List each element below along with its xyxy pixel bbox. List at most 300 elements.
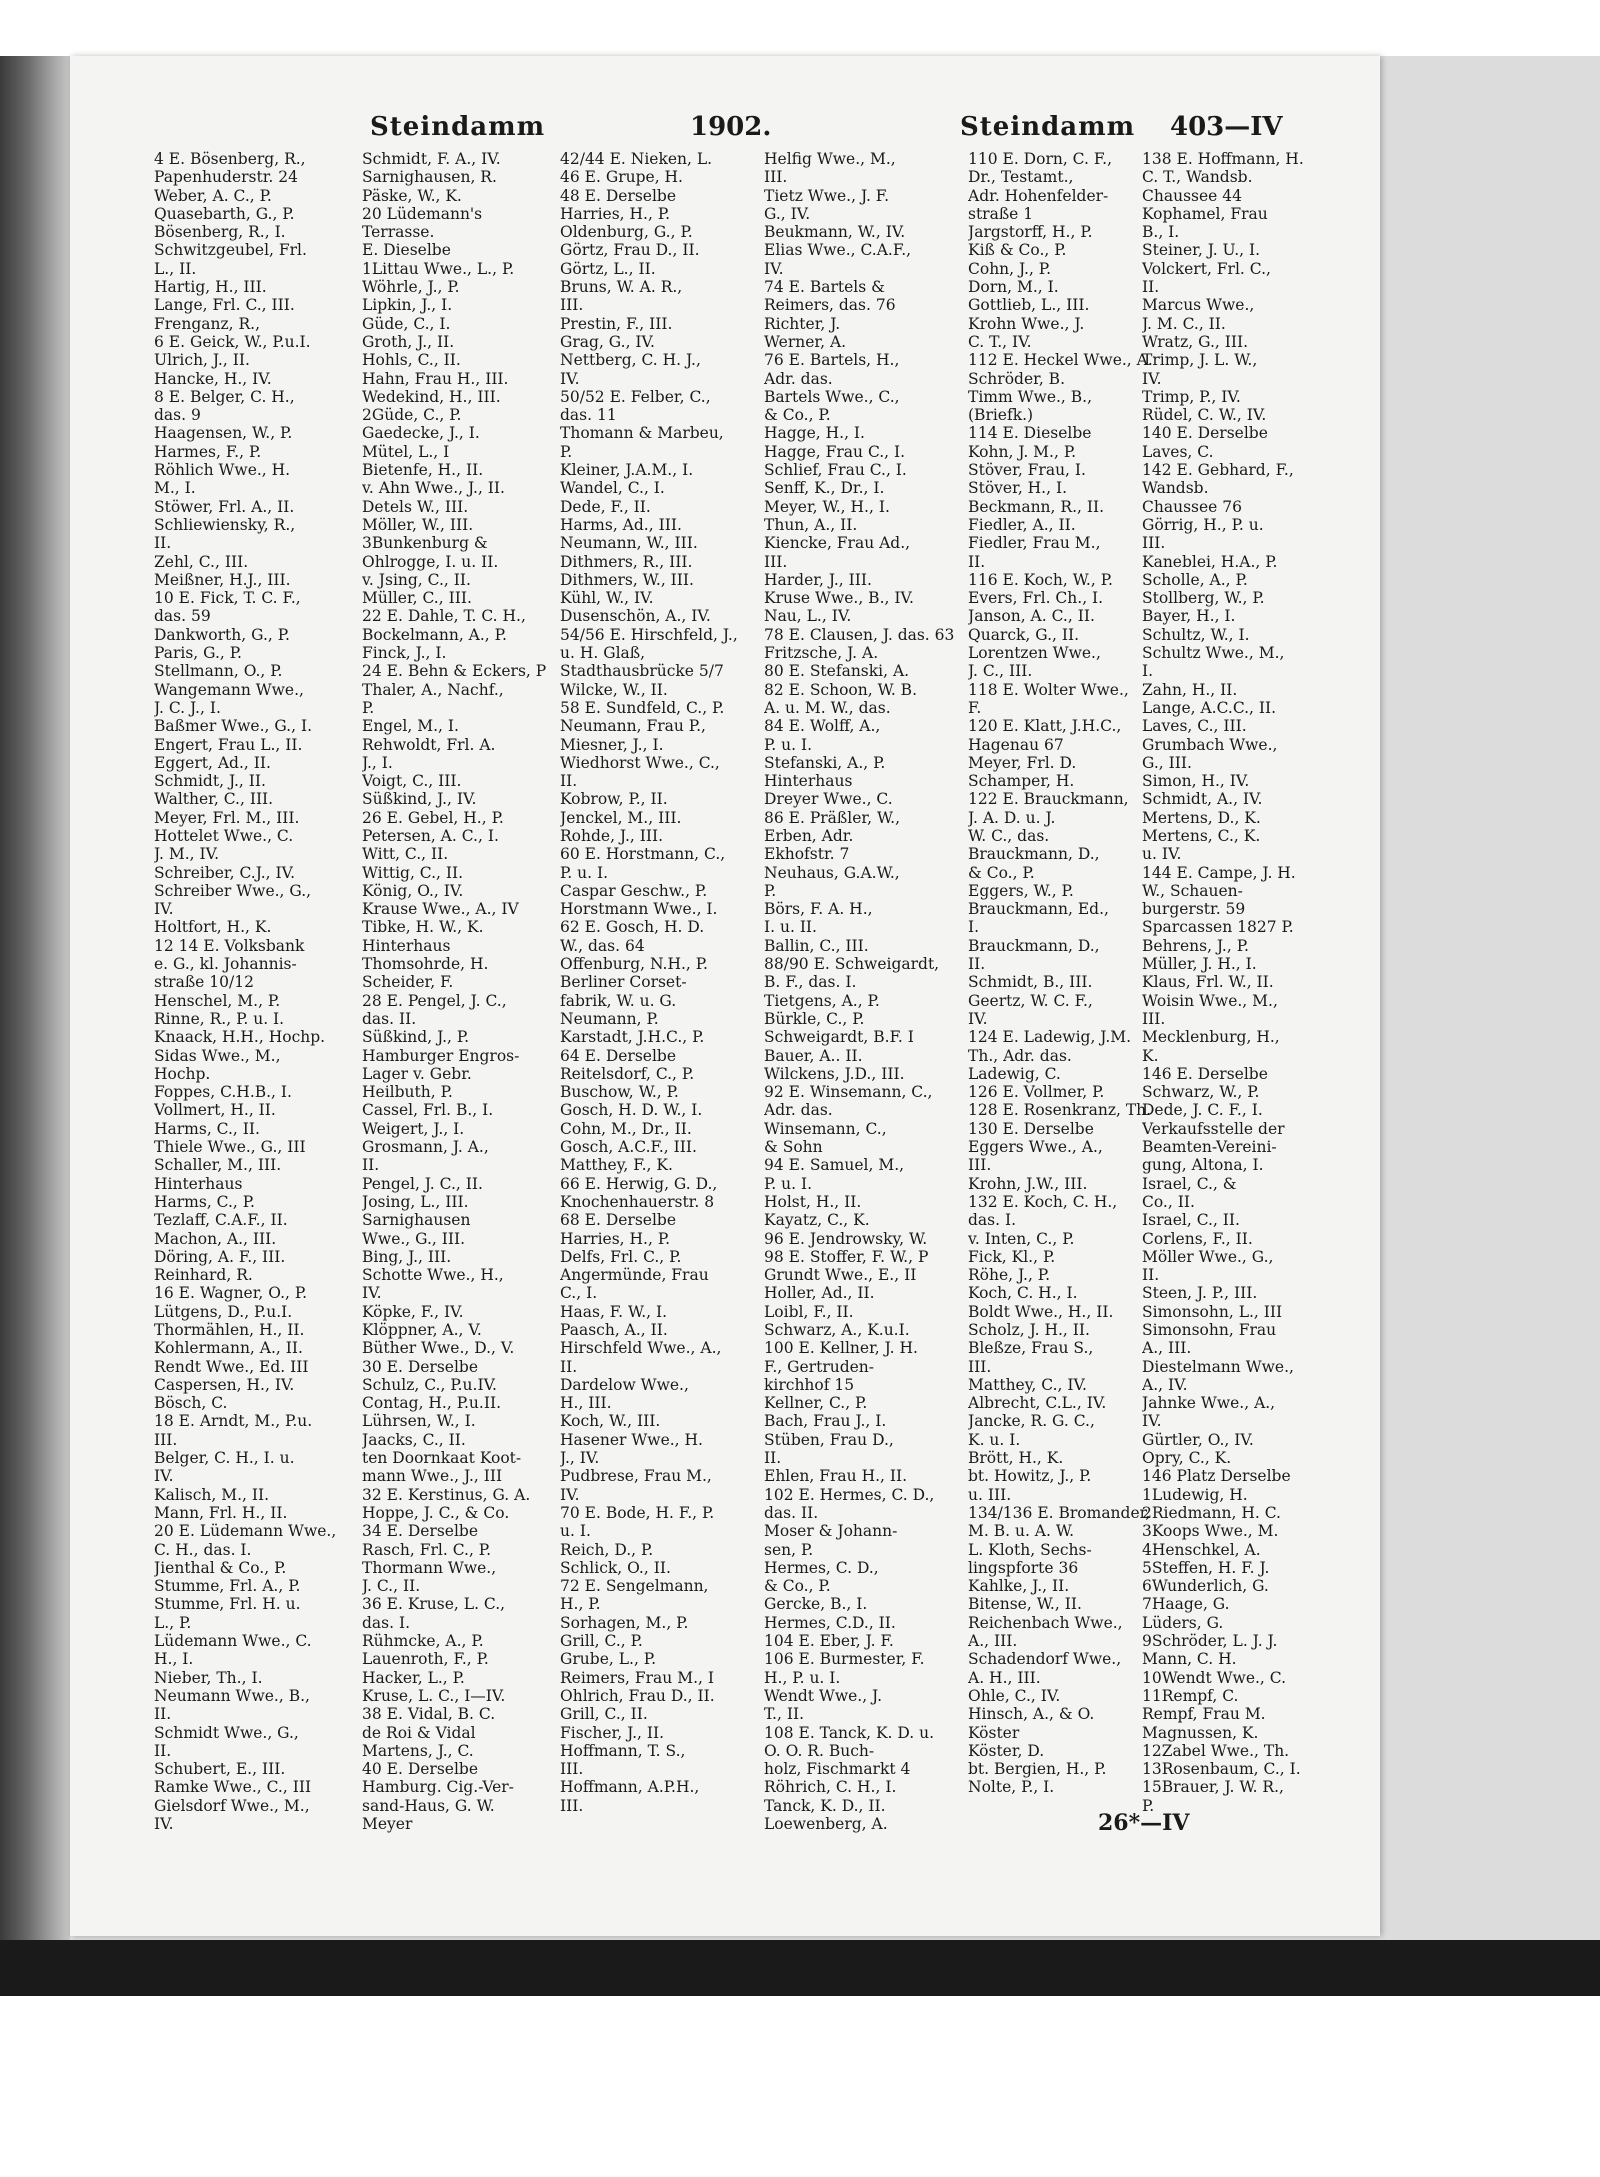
directory-entry-line: 34 E. Derselbe: [362, 1522, 479, 1541]
directory-entry-line: W., das. 64: [560, 936, 645, 955]
directory-entry-line: III.: [560, 296, 584, 315]
directory-entry-line: Stefanski, A., P.: [764, 753, 886, 772]
directory-entry-line: II.: [362, 1156, 380, 1175]
directory-entry-line: Miesner, J., I.: [560, 735, 664, 754]
directory-entry-line: H., P.: [560, 1595, 601, 1614]
directory-entry-line: 120 E. Klatt, J.H.C.,: [968, 717, 1122, 736]
directory-entry-line: 68 E. Derselbe: [560, 1211, 677, 1230]
header-year: 1902.: [690, 112, 772, 142]
directory-entry-line: Brött, H., K.: [968, 1449, 1064, 1468]
directory-entry-line: Martens, J., C.: [362, 1741, 474, 1760]
directory-entry-line: Hartig, H., III.: [154, 278, 267, 297]
directory-entry-line: Lorentzen Wwe.,: [968, 644, 1101, 663]
directory-entry-line: 20 Lüdemann's: [362, 204, 483, 223]
directory-entry-line: Trimp, P., IV.: [1142, 387, 1241, 406]
directory-entry-line: Dusenschön, A., IV.: [560, 607, 711, 626]
directory-entry-line: 10Wendt Wwe., C.: [1142, 1668, 1287, 1687]
directory-entry-line: Wangemann Wwe.,: [154, 680, 304, 699]
directory-entry-line: 48 E. Derselbe: [560, 186, 677, 205]
directory-entry-line: Eggers, W., P.: [968, 881, 1074, 900]
directory-entry-line: Börs, F. A. H.,: [764, 900, 873, 919]
directory-entry-line: Bruns, W. A. R.,: [560, 278, 683, 297]
directory-entry-line: II.: [1142, 1266, 1160, 1285]
directory-entry-line: Mann, Frl. H., II.: [154, 1503, 288, 1522]
directory-entry-line: Janson, A. C., II.: [968, 607, 1095, 626]
directory-entry-line: Berliner Corset-: [560, 973, 687, 992]
directory-entry-line: Fiedler, Frau M.,: [968, 534, 1101, 553]
directory-entry-line: 146 E. Derselbe: [1142, 1064, 1268, 1083]
directory-entry-line: 13Rosenbaum, C., I.: [1142, 1760, 1301, 1779]
directory-entry-line: Scheider, F.: [362, 973, 454, 992]
directory-entry-line: J., IV.: [560, 1449, 600, 1468]
directory-entry-line: Paasch, A., II.: [560, 1321, 668, 1339]
directory-entry-line: Bleßze, Frau S.,: [968, 1339, 1094, 1358]
directory-entry-line: (Briefk.): [968, 406, 1034, 425]
directory-entry-line: Schmidt, J., II.: [154, 772, 266, 791]
directory-entry-line: J. M. C., II.: [1142, 314, 1226, 333]
directory-entry-line: Wendt Wwe., J.: [764, 1686, 882, 1705]
page-header: [70, 112, 1310, 152]
directory-entry-line: Matthey, C., IV.: [968, 1375, 1087, 1394]
directory-entry-line: A. u. M. W., das.: [764, 698, 891, 717]
header-street-left: Steindamm: [370, 112, 546, 142]
directory-entry-line: M., I.: [154, 479, 196, 498]
directory-entry-line: Caspersen, H., IV.: [154, 1375, 295, 1394]
directory-entry-line: Meyer, Frl. D.: [968, 753, 1077, 772]
directory-entry-line: das. I.: [362, 1613, 411, 1632]
directory-entry-line: 108 E. Tanck, K. D. u.: [764, 1723, 935, 1742]
directory-entry-line: Klaus, Frl. W., II.: [1142, 973, 1274, 992]
directory-entry-line: Kohn, J. M., P.: [968, 442, 1077, 461]
directory-entry-line: 64 E. Derselbe: [560, 1046, 677, 1065]
directory-entry-line: Schmidt, F. A., IV.: [362, 150, 501, 168]
directory-entry-line: Th., Adr. das.: [968, 1046, 1072, 1065]
directory-entry-line: Fick, Kl., P.: [968, 1247, 1056, 1266]
directory-entry-line: 22 E. Dahle, T. C. H.,: [362, 607, 526, 626]
directory-entry-line: Loewenberg, A.: [764, 1815, 888, 1834]
directory-entry-line: Dithmers, W., III.: [560, 570, 694, 589]
directory-entry-line: u. IV.: [1142, 845, 1182, 864]
directory-entry-line: Schultz Wwe., M.,: [1142, 644, 1285, 663]
directory-entry-line: Gosch, A.C.F., III.: [560, 1138, 697, 1157]
directory-entry-line: Woisin Wwe., M.,: [1142, 991, 1278, 1010]
directory-entry-line: Brauckmann, D.,: [968, 845, 1100, 864]
directory-entry-line: Harmes, F., P.: [154, 442, 262, 461]
directory-entry-line: Büther Wwe., D., V.: [362, 1339, 515, 1358]
directory-entry-line: Mecklenburg, H.,: [1142, 1028, 1280, 1047]
directory-entry-line: Prestin, F., III.: [560, 314, 673, 333]
directory-entry-line: III.: [1142, 534, 1166, 553]
directory-entry-line: 62 E. Gosch, H. D.: [560, 918, 705, 937]
directory-entry-line: Hagge, Frau C., I.: [764, 442, 906, 461]
directory-entry-line: II.: [1142, 278, 1160, 297]
directory-entry-line: Thun, A., II.: [764, 515, 858, 534]
directory-entry-line: IV.: [560, 369, 580, 388]
directory-entry-line: J. C. J., I.: [154, 698, 221, 717]
directory-entry-line: Ohle, C., IV.: [968, 1686, 1061, 1705]
directory-entry-line: G., III.: [1142, 753, 1192, 772]
directory-entry-line: Jenckel, M., III.: [560, 808, 682, 827]
directory-entry-line: Dreyer Wwe., C.: [764, 790, 893, 809]
directory-entry-line: König, O., IV.: [362, 881, 464, 900]
directory-entry-line: 4 E. Bösenberg, R.,: [154, 150, 306, 168]
directory-entry-line: Ramke Wwe., C., III: [154, 1778, 312, 1797]
directory-entry-line: & Co., P.: [764, 1577, 831, 1596]
directory-entry-line: Fritzsche, J. A.: [764, 644, 879, 663]
directory-entry-line: Horstmann Wwe., I.: [560, 900, 718, 919]
directory-entry-line: Schröder, B.: [968, 369, 1065, 388]
directory-entry-line: Beckmann, R., II.: [968, 497, 1105, 516]
directory-entry-line: Schwarz, W., P.: [1142, 1083, 1260, 1102]
directory-entry-line: & Co., P.: [968, 863, 1035, 882]
directory-entry-line: Tietgens, A., P.: [764, 991, 880, 1010]
directory-entry-line: H., P. u. I.: [764, 1668, 841, 1687]
directory-entry-line: Kayatz, C., K.: [764, 1211, 870, 1230]
directory-entry-line: P. u. I.: [764, 1174, 813, 1193]
directory-entry-line: Harder, J., III.: [764, 570, 872, 589]
directory-entry-line: O. O. R. Buch-: [764, 1741, 875, 1760]
directory-entry-line: T., II.: [764, 1705, 805, 1724]
directory-entry-line: Köster, D.: [968, 1741, 1045, 1760]
directory-entry-line: I. u. II.: [764, 918, 817, 937]
directory-entry-line: lingspforte 36: [968, 1558, 1079, 1577]
directory-column-4: [764, 150, 958, 1850]
directory-columns: [80, 150, 1304, 1850]
directory-entry-line: Cohn, J., P.: [968, 259, 1052, 278]
directory-entry-line: Magnussen, K.: [1142, 1723, 1259, 1742]
directory-entry-line: 106 E. Burmester, F.: [764, 1650, 925, 1669]
directory-entry-line: Jargstorff, H., P.: [968, 223, 1093, 242]
directory-entry-line: Loibl, F., II.: [764, 1302, 854, 1321]
directory-entry-line: Angermünde, Frau: [560, 1266, 709, 1285]
directory-entry-line: Scholle, A., P.: [1142, 570, 1248, 589]
directory-entry-line: P.: [1142, 1796, 1155, 1815]
directory-entry-line: Hancke, H., IV.: [154, 369, 272, 388]
directory-entry-line: Eggers Wwe., A.,: [968, 1138, 1103, 1157]
directory-entry-line: Stollberg, W., P.: [1142, 589, 1265, 608]
directory-entry-line: Wratz, G., III.: [1142, 332, 1249, 351]
directory-entry-line: Süßkind, J., IV.: [362, 790, 477, 809]
directory-entry-line: Hahn, Frau H., III.: [362, 369, 509, 388]
directory-entry-line: 5Steffen, H. F. J.: [1142, 1558, 1270, 1577]
directory-entry-line: 128 E. Rosenkranz, Th.: [968, 1101, 1152, 1120]
directory-entry-line: Holtfort, H., K.: [154, 918, 272, 937]
directory-entry-line: Witt, C., II.: [362, 845, 449, 864]
directory-entry-line: Josing, L., III.: [362, 1192, 469, 1211]
directory-entry-line: Hermes, C.D., II.: [764, 1613, 896, 1632]
directory-entry-line: Nettberg, C. H. J.,: [560, 351, 701, 370]
directory-entry-line: Thormählen, H., II.: [154, 1321, 305, 1339]
directory-entry-line: Knaack, H.H., Hochp.: [154, 1028, 326, 1047]
directory-entry-line: Thomsohrde, H.: [362, 955, 489, 974]
directory-entry-line: 140 E. Derselbe: [1142, 424, 1268, 443]
directory-entry-line: Elias Wwe., C.A.F.,: [764, 241, 912, 260]
directory-entry-line: III.: [560, 1796, 584, 1815]
directory-entry-line: sen, P.: [764, 1540, 814, 1559]
directory-entry-line: 104 E. Eber, J. F.: [764, 1632, 894, 1651]
directory-entry-line: Hohls, C., II.: [362, 351, 461, 370]
directory-entry-line: Röhlich Wwe., H.: [154, 461, 291, 480]
directory-entry-line: 80 E. Stefanski, A.: [764, 662, 910, 681]
directory-entry-line: Grundt Wwe., E., II: [764, 1266, 917, 1285]
directory-entry-line: Thiele Wwe., G., III: [154, 1138, 306, 1157]
directory-entry-line: Marcus Wwe.,: [1142, 296, 1255, 315]
directory-entry-line: Jienthal & Co., P.: [154, 1558, 287, 1577]
directory-entry-line: Lager v. Gebr.: [362, 1064, 472, 1083]
directory-entry-line: Machon, A., III.: [154, 1229, 277, 1248]
directory-entry-line: Hoppe, J. C., & Co.: [362, 1503, 510, 1522]
directory-entry-line: Gaedecke, J., I.: [362, 424, 480, 443]
directory-entry-line: Sarnighausen: [362, 1211, 471, 1230]
directory-entry-line: Rinne, R., P. u. I.: [154, 1009, 285, 1028]
directory-entry-line: e. G., kl. Johannis-: [154, 955, 297, 974]
directory-entry-line: IV.: [362, 1284, 382, 1303]
directory-entry-line: M. B. u. A. W.: [968, 1522, 1075, 1541]
directory-entry-line: Winsemann, C.,: [764, 1119, 887, 1138]
directory-entry-line: Möller Wwe., G.,: [1142, 1247, 1274, 1266]
directory-entry-line: Harries, H., P.: [560, 204, 671, 223]
directory-entry-line: 26 E. Gebel, H., P.: [362, 808, 504, 827]
directory-column-6: [1142, 150, 1314, 1850]
directory-entry-line: 24 E. Behn & Eckers, P: [362, 662, 547, 681]
directory-entry-line: A., IV.: [1142, 1375, 1188, 1394]
directory-entry-line: Stadthausbrücke 5/7: [560, 662, 724, 681]
directory-entry-line: Gürtler, O., IV.: [1142, 1430, 1254, 1449]
directory-entry-line: Schulz, C., P.u.IV.: [362, 1375, 497, 1394]
directory-entry-line: 38 E. Vidal, B. C.: [362, 1705, 496, 1724]
directory-entry-line: 126 E. Vollmer, P.: [968, 1083, 1105, 1102]
directory-entry-line: Ehlen, Frau H., II.: [764, 1467, 908, 1486]
directory-entry-line: Reitelsdorf, C., P.: [560, 1064, 695, 1083]
directory-entry-line: Scholz, J. H., II.: [968, 1321, 1090, 1339]
directory-entry-line: 4Henschkel, A.: [1142, 1540, 1261, 1559]
directory-entry-line: bt. Howitz, J., P.: [968, 1467, 1092, 1486]
directory-entry-line: 100 E. Kellner, J. H.: [764, 1339, 918, 1358]
directory-entry-line: Döring, A. F., III.: [154, 1247, 286, 1266]
directory-entry-line: Sorhagen, M., P.: [560, 1613, 689, 1632]
directory-entry-line: C. T., Wandsb.: [1142, 168, 1253, 187]
directory-entry-line: Adr. das.: [764, 369, 833, 388]
directory-entry-line: Tibke, H. W., K.: [362, 918, 484, 937]
directory-entry-line: Contag, H., P.u.II.: [362, 1394, 502, 1413]
directory-entry-line: Grag, G., IV.: [560, 332, 655, 351]
directory-entry-line: 70 E. Bode, H. F., P.: [560, 1503, 715, 1522]
directory-entry-line: Reimers, das. 76: [764, 296, 896, 315]
directory-entry-line: Haas, F. W., I.: [560, 1302, 668, 1321]
directory-entry-line: Hermes, C. D.,: [764, 1558, 879, 1577]
directory-entry-line: 46 E. Grupe, H.: [560, 168, 683, 187]
directory-entry-line: II.: [154, 1741, 172, 1760]
directory-entry-line: Israel, C., &: [1142, 1174, 1237, 1193]
directory-entry-line: Fiedler, A., II.: [968, 515, 1076, 534]
directory-entry-line: 82 E. Schoon, W. B.: [764, 680, 917, 699]
directory-entry-line: 96 E. Jendrowsky, W.: [764, 1229, 928, 1248]
directory-entry-line: Rasch, Frl. C., P.: [362, 1540, 492, 1559]
directory-entry-line: Lange, Frl. C., III.: [154, 296, 295, 315]
directory-entry-line: Hamburg. Cig.-Ver-: [362, 1778, 514, 1797]
directory-entry-line: Schubert, E., III.: [154, 1760, 286, 1779]
directory-entry-line: J. C., III.: [968, 662, 1033, 681]
directory-entry-line: bt. Bergien, H., P.: [968, 1760, 1107, 1779]
directory-entry-line: u. III.: [968, 1485, 1012, 1504]
directory-entry-line: Adr. Hohenfelder-: [968, 186, 1109, 205]
directory-entry-line: Kiencke, Frau Ad.,: [764, 534, 911, 553]
directory-entry-line: Gercke, B., I.: [764, 1595, 868, 1614]
directory-entry-line: III.: [154, 1430, 178, 1449]
directory-entry-line: Simonsohn, L., III: [1142, 1302, 1283, 1321]
directory-entry-line: Hochp.: [154, 1064, 211, 1083]
directory-entry-line: Helfig Wwe., M.,: [764, 150, 896, 168]
directory-entry-line: Thormann Wwe.,: [362, 1558, 497, 1577]
directory-entry-line: gung, Altona, I.: [1142, 1156, 1264, 1175]
directory-entry-line: L., II.: [154, 259, 197, 278]
directory-entry-line: v. Inten, C., P.: [968, 1229, 1075, 1248]
directory-entry-line: 2Riedmann, H. C.: [1142, 1503, 1281, 1522]
directory-entry-line: Werner, A.: [764, 332, 847, 351]
directory-entry-line: 42/44 E. Nieken, L.: [560, 150, 713, 168]
directory-entry-line: Voigt, C., III.: [362, 772, 462, 791]
directory-entry-line: Dede, F., II.: [560, 497, 651, 516]
directory-entry-line: Mütel, L., I: [362, 442, 450, 461]
footer-page-ref: 26*—IV: [1098, 1810, 1190, 1836]
directory-entry-line: Dardelow Wwe.,: [560, 1375, 689, 1394]
directory-entry-line: Bitense, W., II.: [968, 1595, 1082, 1614]
directory-entry-line: Groth, J., II.: [362, 332, 455, 351]
directory-entry-line: 102 E. Hermes, C. D.,: [764, 1485, 935, 1504]
directory-entry-line: 30 E. Derselbe: [362, 1357, 479, 1376]
directory-entry-line: Lütgens, D., P.u.I.: [154, 1302, 293, 1321]
directory-entry-line: Schadendorf Wwe.,: [968, 1650, 1122, 1669]
directory-entry-line: Brauckmann, D.,: [968, 936, 1100, 955]
directory-entry-line: Stöwer, Frl. A., II.: [154, 497, 295, 516]
directory-entry-line: II.: [560, 772, 578, 791]
directory-entry-line: Terrasse.: [362, 223, 435, 242]
directory-entry-line: Fischer, J., II.: [560, 1723, 665, 1742]
directory-entry-line: Schwarz, A., K.u.I.: [764, 1321, 910, 1339]
directory-entry-line: III.: [560, 1760, 584, 1779]
directory-entry-line: Grosmann, J. A.,: [362, 1138, 489, 1157]
directory-entry-line: F.: [968, 698, 982, 717]
directory-entry-line: Dede, J. C. F., I.: [1142, 1101, 1263, 1120]
directory-entry-line: Stöver, H., I.: [968, 479, 1068, 498]
directory-entry-line: Grube, L., P.: [560, 1650, 657, 1669]
directory-entry-line: 10 E. Fick, T. C. F.,: [154, 589, 301, 608]
directory-entry-line: Oldenburg, G., P.: [560, 223, 693, 242]
directory-entry-line: 94 E. Samuel, M.,: [764, 1156, 905, 1175]
directory-entry-line: Koch, C. H., I.: [968, 1284, 1078, 1303]
directory-entry-line: Adr. das.: [764, 1101, 833, 1120]
directory-entry-line: Neuhaus, G.A.W.,: [764, 863, 900, 882]
directory-entry-line: C., I.: [560, 1284, 598, 1303]
directory-entry-line: 12Zabel Wwe., Th.: [1142, 1741, 1290, 1760]
directory-entry-line: Offenburg, N.H., P.: [560, 955, 708, 974]
directory-entry-line: 114 E. Dieselbe: [968, 424, 1092, 443]
directory-entry-line: Neumann, Frau P.,: [560, 717, 706, 736]
directory-entry-line: Lauenroth, F., P.: [362, 1650, 489, 1669]
directory-entry-line: H., I.: [154, 1650, 194, 1669]
directory-entry-line: Mertens, C., K.: [1142, 826, 1261, 845]
directory-entry-line: A., III.: [1142, 1339, 1192, 1358]
directory-entry-line: III.: [1142, 1009, 1166, 1028]
directory-entry-line: 28 E. Pengel, J. C.,: [362, 991, 507, 1010]
directory-entry-line: Walther, C., III.: [154, 790, 274, 809]
directory-entry-line: Kobrow, P., II.: [560, 790, 668, 809]
directory-entry-line: Päske, W., K.: [362, 186, 462, 205]
directory-entry-line: Knochenhauerstr. 8: [560, 1192, 715, 1211]
directory-entry-line: Harries, H., P.: [560, 1229, 671, 1248]
directory-entry-line: Beamten-Vereini-: [1142, 1138, 1277, 1157]
directory-entry-line: E. Dieselbe: [362, 241, 451, 260]
directory-entry-line: Stumme, Frl. H. u.: [154, 1595, 301, 1614]
directory-column-3: [560, 150, 754, 1850]
directory-entry-line: Dankworth, G., P.: [154, 625, 290, 644]
directory-entry-line: Senff, K., Dr., I.: [764, 479, 885, 498]
directory-entry-line: Harms, C., P.: [154, 1192, 255, 1211]
directory-entry-line: Volckert, Frl. C.,: [1142, 259, 1271, 278]
directory-column-2: [362, 150, 550, 1850]
directory-entry-line: Ekhofstr. 7: [764, 845, 850, 864]
directory-entry-line: Albrecht, C.L., IV.: [968, 1394, 1107, 1413]
directory-entry-line: 3Bunkenburg &: [362, 534, 488, 553]
directory-entry-line: Rendt Wwe., Ed. III: [154, 1357, 309, 1376]
directory-entry-line: Müller, C., III.: [362, 589, 472, 608]
directory-entry-line: u. H. Glaß,: [560, 644, 646, 663]
directory-entry-line: Ohlrich, Frau D., II.: [560, 1686, 715, 1705]
directory-entry-line: Evers, Frl. Ch., I.: [968, 589, 1104, 608]
directory-entry-line: Krause Wwe., A., IV: [362, 900, 519, 919]
directory-entry-line: 132 E. Koch, C. H.,: [968, 1192, 1118, 1211]
directory-entry-line: Paris, G., P.: [154, 644, 242, 663]
directory-entry-line: Hirschfeld Wwe., A.,: [560, 1339, 722, 1358]
directory-entry-line: Weigert, J., I.: [362, 1119, 465, 1138]
directory-entry-line: I.: [1142, 662, 1154, 681]
directory-entry-line: Moser & Johann-: [764, 1522, 898, 1541]
directory-entry-line: Matthey, F., K.: [560, 1156, 673, 1175]
directory-entry-line: Lührsen, W., I.: [362, 1412, 476, 1431]
directory-entry-line: Kühl, W., IV.: [560, 589, 654, 608]
directory-entry-line: v. Ahn Wwe., J., II.: [362, 479, 505, 498]
directory-entry-line: P.: [362, 698, 375, 717]
directory-entry-line: B., I.: [1142, 223, 1180, 242]
directory-entry-line: Schweigardt, B.F. I: [764, 1028, 914, 1047]
directory-entry-line: II.: [560, 1357, 578, 1376]
directory-entry-line: L., P.: [154, 1613, 192, 1632]
directory-entry-line: 36 E. Kruse, L. C.,: [362, 1595, 506, 1614]
directory-entry-line: 144 E. Campe, J. H.: [1142, 863, 1296, 882]
directory-entry-line: fabrik, W. u. G.: [560, 991, 677, 1010]
directory-entry-line: P. u. I.: [560, 863, 609, 882]
directory-entry-line: Gosch, H. D. W., I.: [560, 1101, 703, 1120]
directory-entry-line: Nolte, P., I.: [968, 1778, 1055, 1797]
directory-entry-line: Schreiber, C.J., IV.: [154, 863, 296, 882]
directory-entry-line: Wilckens, J.D., III.: [764, 1064, 905, 1083]
directory-entry-line: Bürkle, C., P.: [764, 1009, 865, 1028]
directory-entry-line: Rühmcke, A., P.: [362, 1632, 484, 1651]
directory-entry-line: 76 E. Bartels, H.,: [764, 351, 900, 370]
directory-entry-line: 11Rempf, C.: [1142, 1686, 1239, 1705]
directory-entry-line: C. T., IV.: [968, 332, 1032, 351]
directory-entry-line: Wilcke, W., II.: [560, 680, 668, 699]
directory-entry-line: Röhrich, C. H., I.: [764, 1778, 897, 1797]
directory-entry-line: Jaacks, C., II.: [362, 1430, 466, 1449]
directory-entry-line: Dr., Testamt.,: [968, 168, 1074, 187]
directory-entry-line: Opry, C., K.: [1142, 1449, 1232, 1468]
directory-entry-line: Rehwoldt, Frl. A.: [362, 735, 496, 754]
directory-entry-line: Belger, C. H., I. u.: [154, 1449, 295, 1468]
directory-entry-line: Krohn, J.W., III.: [968, 1174, 1088, 1193]
directory-entry-line: v. Jsing, C., II.: [362, 570, 471, 589]
directory-entry-line: Thaler, A., Nachf.,: [362, 680, 504, 699]
